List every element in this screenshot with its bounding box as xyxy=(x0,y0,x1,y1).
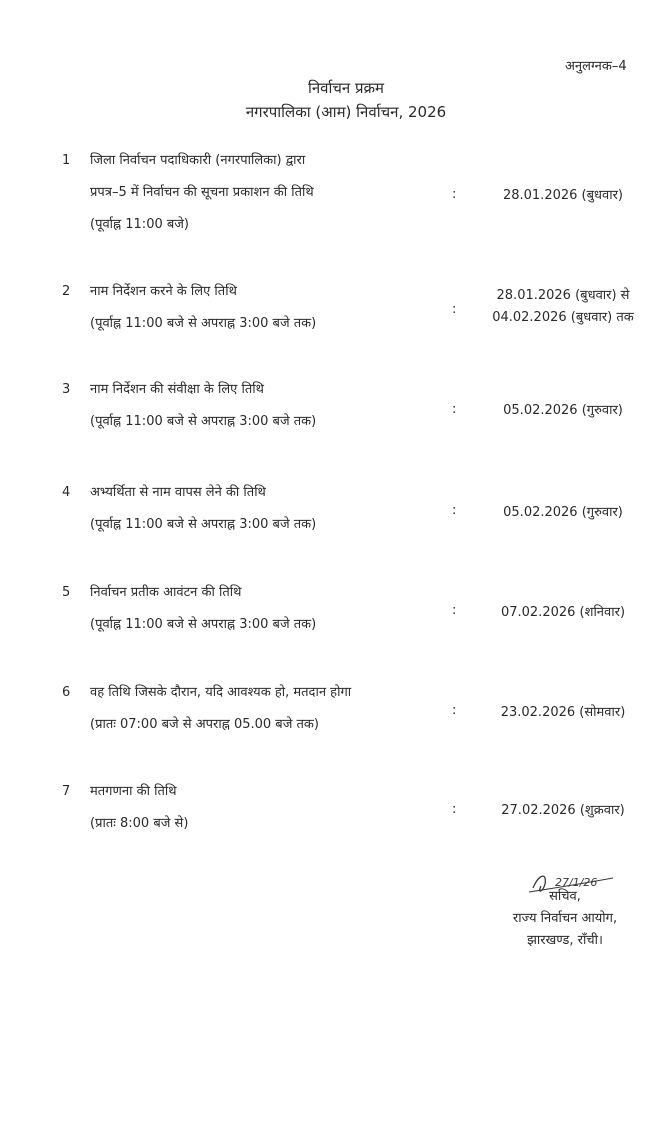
document-title xyxy=(0,76,672,124)
row-date xyxy=(478,502,648,524)
row-description xyxy=(90,276,440,340)
annexure-label: अनुलग्नक–4 xyxy=(565,59,627,74)
row-desc-line: (पूर्वाह्न 11:00 बजे) xyxy=(90,217,190,232)
row-desc-line: (पूर्वाह्न 11:00 बजे से अपराह्न 3:00 बजे तक) xyxy=(90,414,317,429)
row-desc-line: नाम निर्देशन करने के लिए तिथि xyxy=(90,284,237,299)
signature-place: झारखण्ड, राँची। xyxy=(527,933,603,948)
signature-date-mark: 27/1/26 xyxy=(555,876,598,889)
row-colon: : xyxy=(452,802,457,817)
row-desc-line: नाम निर्देशन की संवीक्षा के लिए तिथि xyxy=(90,382,264,397)
row-date xyxy=(478,800,648,822)
signature-designation: सचिव, xyxy=(549,889,581,904)
row-date xyxy=(478,702,648,724)
row-colon: : xyxy=(452,503,457,518)
row-description xyxy=(90,677,440,741)
title-line-2: नगरपालिका (आम) निर्वाचन, 2026 xyxy=(245,103,447,121)
row-desc-line: अभ्यर्थिता से नाम वापस लेने की तिथि xyxy=(90,485,266,500)
row-desc-line: (पूर्वाह्न 11:00 बजे से अपराह्न 3:00 बजे तक) xyxy=(90,316,317,331)
row-desc-line: जिला निर्वाचन पदाधिकारी (नगरपालिका) द्वारा xyxy=(90,153,306,168)
row-description xyxy=(90,145,440,241)
row-description xyxy=(90,374,440,438)
row-colon: : xyxy=(452,603,457,618)
row-date-line: 04.02.2026 (बुधवार) तक xyxy=(492,310,634,325)
row-number: 3 xyxy=(62,382,71,397)
title-line-1: निर्वाचन प्रक्रम xyxy=(307,79,385,97)
row-date xyxy=(478,285,648,329)
row-desc-line: (पूर्वाह्न 11:00 बजे से अपराह्न 3:00 बजे तक) xyxy=(90,517,317,532)
row-number: 7 xyxy=(62,784,71,799)
row-number: 2 xyxy=(62,284,71,299)
row-desc-line: मतगणना की तिथि xyxy=(90,784,177,799)
row-date xyxy=(478,185,648,207)
row-number: 5 xyxy=(62,585,71,600)
row-date-line: 27.02.2026 (शुक्रवार) xyxy=(501,803,625,818)
row-description xyxy=(90,776,440,840)
row-date-line: 07.02.2026 (शनिवार) xyxy=(500,605,626,620)
row-desc-line: प्रपत्र–5 में निर्वाचन की सूचना प्रकाशन की तिथि xyxy=(90,185,314,200)
row-desc-line: निर्वाचन प्रतीक आवंटन की तिथि xyxy=(90,585,242,600)
row-desc-line: (पूर्वाह्न 11:00 बजे से अपराह्न 3:00 बजे तक) xyxy=(90,617,317,632)
row-date xyxy=(478,602,648,624)
row-desc-line: वह तिथि जिसके दौरान, यदि आवश्यक हो, मतदान होगा xyxy=(90,685,352,700)
signature-block xyxy=(470,872,660,952)
row-description xyxy=(90,477,440,541)
row-colon: : xyxy=(452,402,457,417)
row-number: 1 xyxy=(62,153,71,168)
row-date-line: 28.01.2026 (बुधवार) से xyxy=(496,288,630,303)
row-desc-line: (प्रातः 8:00 बजे से) xyxy=(90,816,189,831)
row-number: 4 xyxy=(62,485,71,500)
row-date-line: 23.02.2026 (सोमवार) xyxy=(500,705,626,720)
row-desc-line: (प्रातः 07:00 बजे से अपराह्न 05.00 बजे तक) xyxy=(90,717,319,732)
row-date-line: 05.02.2026 (गुरुवार) xyxy=(503,505,623,520)
row-colon: : xyxy=(452,187,457,202)
row-date xyxy=(478,400,648,422)
row-colon: : xyxy=(452,302,457,317)
row-date-line: 28.01.2026 (बुधवार) xyxy=(502,188,624,203)
signature-office: राज्य निर्वाचन आयोग, xyxy=(512,911,618,926)
row-description xyxy=(90,577,440,641)
row-date-line: 05.02.2026 (गुरुवार) xyxy=(503,403,623,418)
row-number: 6 xyxy=(62,685,71,700)
row-colon: : xyxy=(452,703,457,718)
